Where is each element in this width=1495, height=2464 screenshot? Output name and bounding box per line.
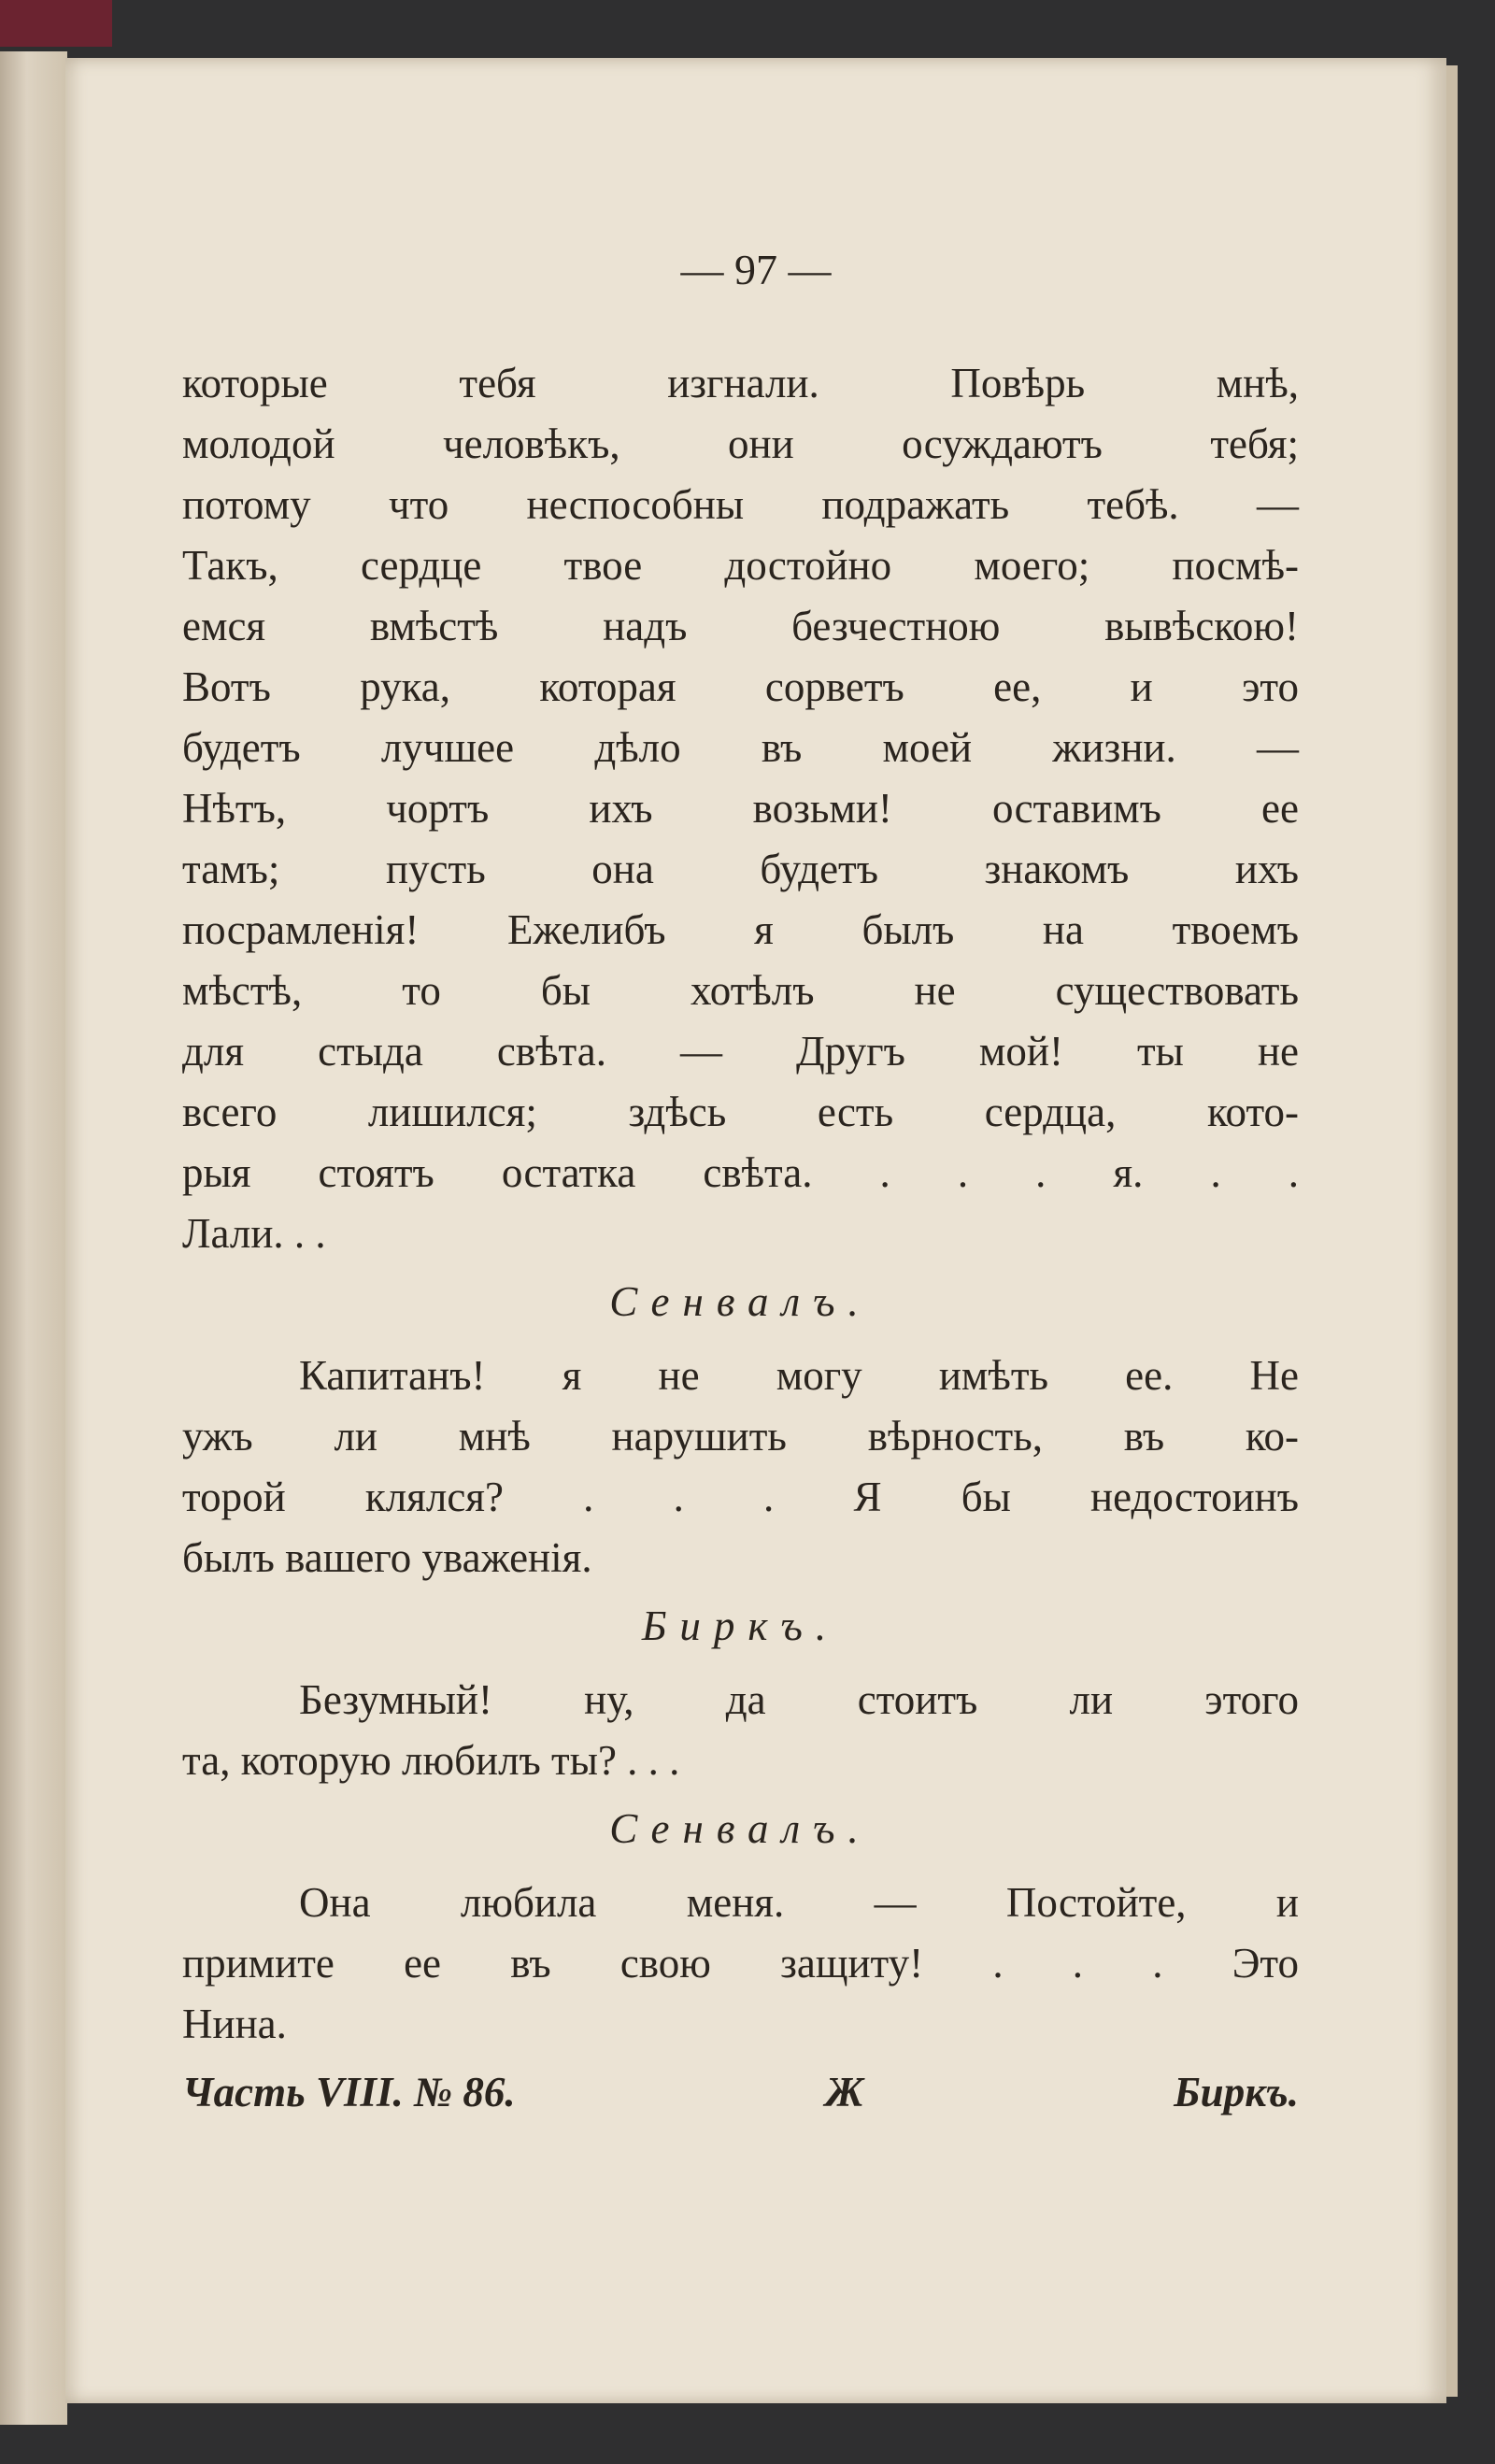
text-line: примите ее въ свою защиту! . . . Это — [182, 1940, 1299, 1987]
text-line: тамъ; пусть она будетъ знакомъ ихъ — [182, 846, 1299, 892]
text-line: ужъ ли мнѣ нарушить вѣрность, въ ко- — [182, 1413, 1299, 1460]
paragraph-4 — [182, 1873, 1299, 2055]
text-line: Лали. . . — [182, 1210, 326, 1257]
paragraph-1 — [182, 353, 1299, 1264]
page-number: — 97 — — [680, 246, 832, 293]
text-line: та, которую любилъ ты? . . . — [182, 1737, 680, 1784]
paragraph-2 — [182, 1346, 1299, 1588]
text-line: торой клялся? . . . Я бы недостоинъ — [182, 1474, 1299, 1520]
text-line: посрамленія! Ежелибъ я былъ на твоемъ — [182, 906, 1299, 953]
book-page — [65, 58, 1446, 2403]
sheet-mark: Ж — [825, 2069, 864, 2115]
text-line: Безумный! ну, да стоитъ ли этого — [299, 1676, 1299, 1723]
text-line: для стыда свѣта. — Другъ мой! ты не — [182, 1028, 1299, 1075]
previous-page-edge — [0, 51, 67, 2425]
speaker-heading: Сенвалъ. — [609, 1805, 872, 1852]
text-line: всего лишился; здѣсь есть сердца, кото- — [182, 1089, 1299, 1135]
text-line: Она любила меня. — Постойте, и — [299, 1879, 1299, 1926]
text-line: Нина. — [182, 2001, 287, 2047]
page-edge — [1446, 65, 1458, 2397]
page-footer — [182, 2062, 1299, 2123]
text-line: былъ вашего уваженія. — [182, 1534, 592, 1581]
speaker-heading: Биркъ. — [641, 1602, 840, 1649]
text-line: Капитанъ! я не могу имѣть ее. Не — [299, 1352, 1299, 1399]
text-line: емся вмѣстѣ надъ безчестною вывѣскою! — [182, 603, 1299, 649]
text-line: Вотъ рука, которая сорветъ ее, и это — [182, 663, 1299, 710]
text-line: Нѣтъ, чортъ ихъ возьми! оставимъ ее — [182, 785, 1299, 832]
page-body — [182, 353, 1299, 2123]
speaker-heading: Сенвалъ. — [609, 1278, 872, 1325]
signature-mark: Часть VIII. № 86. — [182, 2069, 516, 2115]
catchword: Биркъ. — [1174, 2069, 1299, 2115]
text-line: будетъ лучшее дѣло въ моей жизни. — — [182, 724, 1299, 771]
text-line: Такъ, сердце твое достойно моего; посмѣ- — [182, 542, 1299, 589]
text-line: потому что неспособны подражать тебѣ. — — [182, 481, 1299, 528]
text-line: которые тебя изгнали. Повѣрь мнѣ, — [182, 360, 1299, 406]
text-line: молодой человѣкъ, они осуждаютъ тебя; — [182, 420, 1299, 467]
text-line: рыя стоятъ остатка свѣта. . . . я. . . — [182, 1149, 1299, 1196]
text-line: мѣстѣ, то бы хотѣлъ не существовать — [182, 967, 1299, 1014]
binding-edge — [0, 0, 112, 47]
paragraph-3 — [182, 1670, 1299, 1791]
